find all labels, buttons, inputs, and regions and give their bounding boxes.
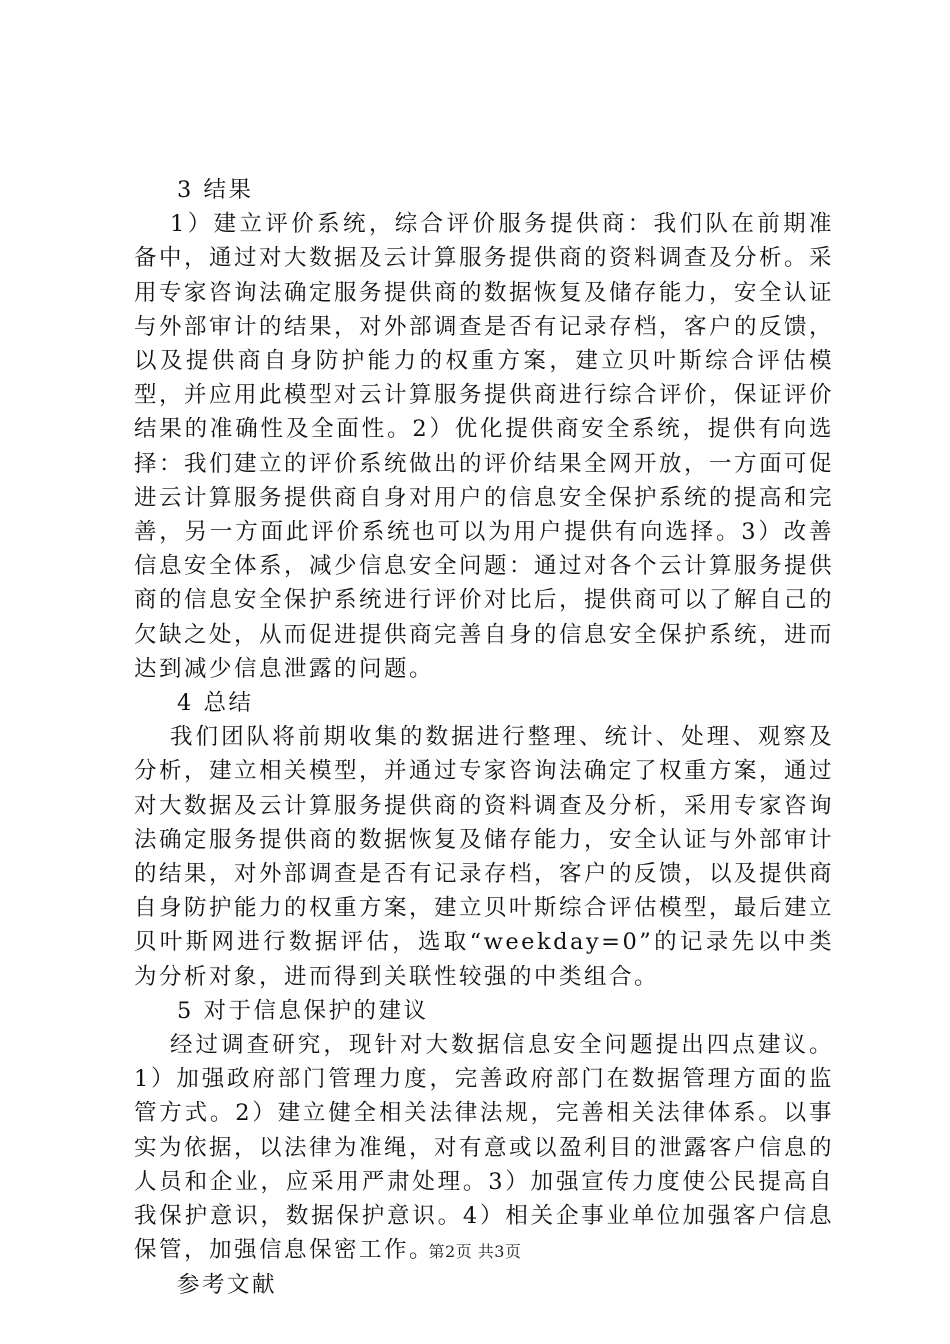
page-number-footer: 第2页 共3页 <box>428 1242 522 1261</box>
section-heading-summary: 4 总结 <box>177 690 254 717</box>
section-paragraph-results: 1）建立评价系统，综合评价服务提供商：我们队在前期准备中，通过对大数据及云计算服务提供商的资料调查及分析。采用专家咨询法确定服务提供商的数据恢复及储存能力，安全认证与外部审计的结果，对外部调查是否有记录存档，客户的反馈，以及提供商自身防护能力的权重方案，建立贝叶斯综合评估模型，并应用此模型对云计算服务提供商进行综合评价，保证评价结果的准确性及全面性。2）优化提供商安全系统，提供有向选择：我们建立的评价系统做出的评价结果全网开放，一方面可促进云计算服务提供商自身对用户的信息安全保护系统的提高和完善，另一方面此评价系统也可以为用户提供有向选择。3）改善信息安全体系，减少信息安全问题：通过对各个云计算服务提供商的信息安全保护系统进行评价对比后，提供商可以了解自己的欠缺之处，从而促进提供商完善自身的信息安全保护系统，进而达到减少信息泄露的问题。 <box>134 211 835 682</box>
references-heading: 参考文献 <box>177 1271 278 1298</box>
section-paragraph-summary: 我们团队将前期收集的数据进行整理、统计、处理、观察及分析，建立相关模型，并通过专家咨询法确定了权重方案，通过对大数据及云计算服务提供商的资料调查及分析，采用专家咨询法确定服务提供商的数据恢复及储存能力，安全认证与外部审计的结果，对外部调查是否有记录存档，客户的反馈，以及提供商自身防护能力的权重方案，建立贝叶斯综合评估模型，最后建立贝叶斯网进行数据评估，选取“weekday=0”的记录先以中类为分析对象，进而得到关联性较强的中类组合。 <box>134 724 835 990</box>
section-heading-results: 3 结果 <box>177 177 254 203</box>
document-body <box>134 173 834 1302</box>
section-heading-suggestions: 5 对于信息保护的建议 <box>177 997 429 1024</box>
section-paragraph-suggestions: 经过调查研究，现针对大数据信息安全问题提出四点建议。1）加强政府部门管理力度，完善政府部门在数据管理方面的监管方式。2）建立健全相关法律法规，完善相关法律体系。以事实为依据，以法律为准绳，对有意或以盈利目的泄露客户信息的人员和企业，应采用严肃处理。3）加强宣传力度使公民提高自我保护意识，数据保护意识。4）相关企事业单位加强客户信息保管，加强信息保密工作。 <box>134 1032 835 1264</box>
